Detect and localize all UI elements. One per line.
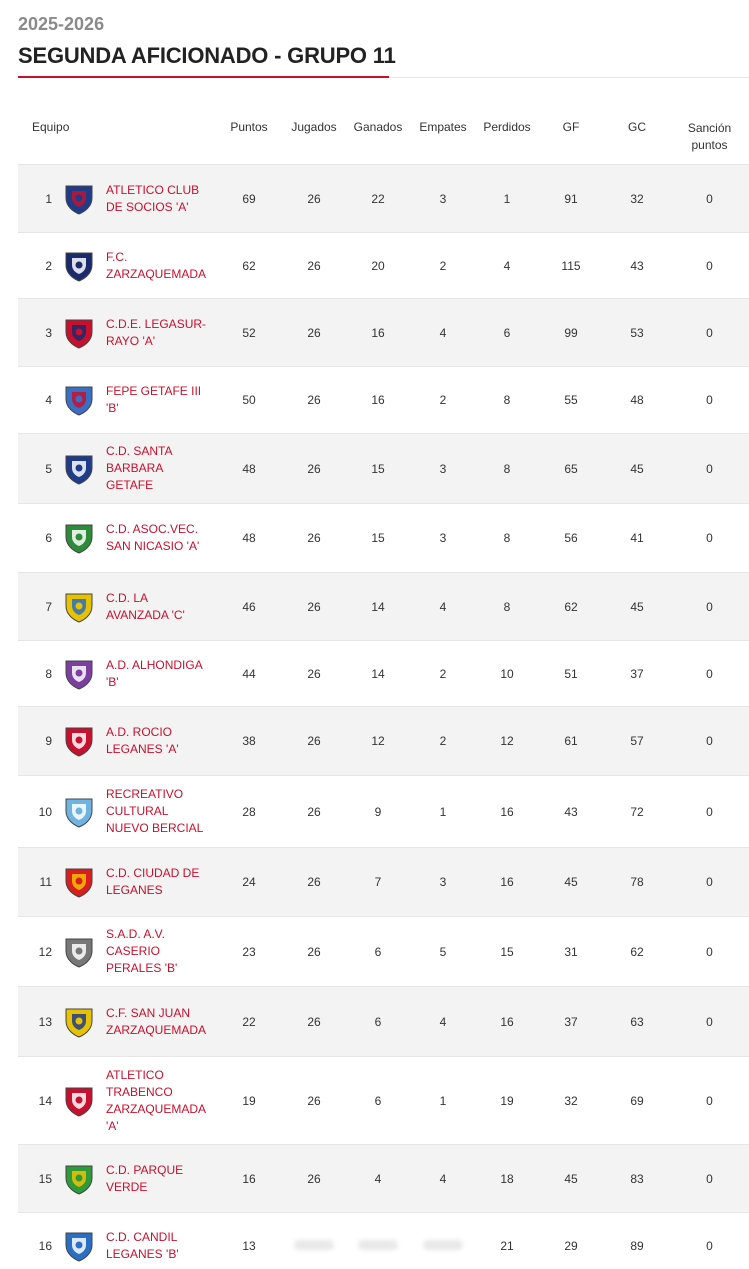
stat-drawn xyxy=(410,1213,476,1269)
stat-points: 44 xyxy=(216,641,282,707)
table-row[interactable] xyxy=(18,573,749,641)
col-header-team[interactable]: Equipo xyxy=(18,108,216,165)
shield-icon xyxy=(62,521,96,555)
position-number: 3 xyxy=(45,325,52,340)
team-name-link[interactable]: C.D.E. LEGASUR-RAYO 'A' xyxy=(106,316,207,348)
stat-lost: 12 xyxy=(476,707,538,776)
stat-drawn: 3 xyxy=(410,165,476,233)
stat-sanction: 0 xyxy=(670,1213,749,1269)
stat-gc: 83 xyxy=(604,1145,670,1213)
stat-gf: 55 xyxy=(538,367,604,434)
stat-won: 15 xyxy=(346,434,410,504)
table-row[interactable] xyxy=(18,776,749,848)
stat-played: 26 xyxy=(282,367,346,434)
page-title: SEGUNDA AFICIONADO - GRUPO 11 xyxy=(18,43,396,68)
standings-body xyxy=(18,165,749,1269)
position-number: 11 xyxy=(39,875,52,889)
stat-won: 6 xyxy=(346,1057,410,1145)
team-name-link[interactable]: C.D. SANTA BARBARA GETAFE xyxy=(106,444,172,492)
team-name-link[interactable]: A.D. ROCIO LEGANES 'A' xyxy=(106,725,179,756)
position-number: 9 xyxy=(45,734,52,748)
stat-drawn: 4 xyxy=(410,987,476,1057)
shield-icon xyxy=(62,452,96,486)
stat-won: 16 xyxy=(346,299,410,367)
stat-gf: 91 xyxy=(538,165,604,233)
stat-lost: 8 xyxy=(476,573,538,641)
team-name-link[interactable]: C.D. ASOC.VEC. SAN NICASIO 'A' xyxy=(106,522,200,553)
team-cell xyxy=(18,641,216,707)
team-name-link[interactable]: C.F. SAN JUAN ZARZAQUEMADA xyxy=(106,1005,207,1037)
team-info xyxy=(18,381,216,419)
shield-icon xyxy=(62,935,96,969)
team-cell xyxy=(18,707,216,776)
obscured-value xyxy=(294,1240,334,1250)
team-info xyxy=(18,1003,216,1041)
stat-drawn: 1 xyxy=(410,1057,476,1145)
stat-gf: 31 xyxy=(538,917,604,987)
position-number: 16 xyxy=(38,1238,52,1253)
table-row[interactable] xyxy=(18,367,749,434)
stat-gf: 29 xyxy=(538,1213,604,1269)
team-cell xyxy=(18,367,216,434)
shield-icon xyxy=(62,657,96,691)
team-name-link[interactable]: F.C. ZARZAQUEMADA xyxy=(106,249,207,281)
stat-lost: 15 xyxy=(476,917,538,987)
stat-played: 26 xyxy=(282,848,346,917)
team-cell xyxy=(18,233,216,299)
team-info xyxy=(18,786,216,837)
col-header-points[interactable]: Puntos xyxy=(216,108,282,165)
team-crest-icon[interactable] xyxy=(60,314,98,352)
stat-lost: 6 xyxy=(476,299,538,367)
stat-points: 16 xyxy=(216,1145,282,1213)
col-header-gf[interactable]: GF xyxy=(538,108,604,165)
team-cell xyxy=(18,776,216,848)
team-cell xyxy=(18,299,216,367)
stat-sanction: 0 xyxy=(670,917,749,987)
shield-icon xyxy=(62,865,96,899)
stat-gc: 37 xyxy=(604,641,670,707)
team-crest-icon[interactable] xyxy=(60,722,98,760)
stat-points: 24 xyxy=(216,848,282,917)
team-name-link[interactable]: RECREATIVO CULTURAL NUEVO BERCIAL xyxy=(106,787,204,835)
shield-icon xyxy=(62,383,96,417)
stat-gf: 56 xyxy=(538,504,604,573)
stat-sanction: 0 xyxy=(670,233,749,299)
stat-played: 26 xyxy=(282,573,346,641)
team-cell xyxy=(18,434,216,504)
team-cell xyxy=(18,165,216,233)
shield-icon xyxy=(62,1162,96,1196)
stat-drawn: 2 xyxy=(410,641,476,707)
table-row[interactable] xyxy=(18,434,749,504)
table-row[interactable] xyxy=(18,848,749,917)
position-number: 8 xyxy=(45,666,52,681)
team-cell xyxy=(18,917,216,987)
stat-played: 26 xyxy=(282,776,346,848)
stat-played: 26 xyxy=(282,165,346,233)
stat-gc: 89 xyxy=(604,1213,670,1269)
stat-lost: 19 xyxy=(476,1057,538,1145)
team-info xyxy=(18,1160,216,1198)
stat-points: 48 xyxy=(216,504,282,573)
stat-played: 26 xyxy=(282,504,346,573)
col-header-sanction[interactable]: Sanción puntos xyxy=(670,108,749,165)
team-name-link[interactable]: C.D. PARQUE VERDE xyxy=(106,1162,184,1194)
stat-points: 23 xyxy=(216,917,282,987)
stat-lost: 16 xyxy=(476,848,538,917)
stat-points: 28 xyxy=(216,776,282,848)
stat-gf: 51 xyxy=(538,641,604,707)
stat-lost: 18 xyxy=(476,1145,538,1213)
stat-won: 14 xyxy=(346,641,410,707)
position-number: 13 xyxy=(38,1014,52,1029)
stat-drawn: 5 xyxy=(410,917,476,987)
team-cell xyxy=(18,573,216,641)
stat-sanction: 0 xyxy=(670,367,749,434)
team-name-link[interactable]: ATLETICO TRABENCO ZARZAQUEMADA 'A' xyxy=(106,1067,206,1133)
team-name-link[interactable]: A.D. ALHONDIGA 'B' xyxy=(106,657,203,689)
shield-icon xyxy=(62,249,96,283)
position-number: 1 xyxy=(45,191,52,206)
table-row[interactable] xyxy=(18,641,749,707)
stat-points: 50 xyxy=(216,367,282,434)
team-crest-icon[interactable] xyxy=(60,588,98,626)
team-cell xyxy=(18,504,216,573)
team-crest-icon[interactable] xyxy=(60,1082,98,1120)
stat-lost: 1 xyxy=(476,165,538,233)
position-number: 7 xyxy=(45,599,52,614)
stat-sanction: 0 xyxy=(670,573,749,641)
stat-won: 12 xyxy=(346,707,410,776)
stat-points: 62 xyxy=(216,233,282,299)
stat-drawn: 2 xyxy=(410,367,476,434)
table-row[interactable] xyxy=(18,987,749,1057)
stat-gc: 63 xyxy=(604,987,670,1057)
team-info xyxy=(18,655,216,693)
stat-won: 6 xyxy=(346,917,410,987)
stat-lost: 21 xyxy=(476,1213,538,1269)
position-number: 10 xyxy=(38,804,52,819)
shield-icon xyxy=(62,1229,96,1263)
team-cell xyxy=(18,1145,216,1213)
table-row[interactable] xyxy=(18,917,749,987)
col-header-drawn[interactable]: Empates xyxy=(410,108,476,165)
position-number: 4 xyxy=(45,393,52,407)
team-info xyxy=(18,314,216,352)
stat-points: 69 xyxy=(216,165,282,233)
table-header-row xyxy=(18,108,749,165)
stat-played: 26 xyxy=(282,1057,346,1145)
team-crest-icon[interactable] xyxy=(60,1227,98,1265)
stat-played: 26 xyxy=(282,434,346,504)
shield-icon xyxy=(62,1005,96,1039)
team-cell xyxy=(18,848,216,917)
stat-gc: 43 xyxy=(604,233,670,299)
stat-drawn: 3 xyxy=(410,504,476,573)
stat-sanction: 0 xyxy=(670,707,749,776)
table-row[interactable] xyxy=(18,707,749,776)
team-info xyxy=(18,588,216,626)
position-number: 14 xyxy=(38,1093,52,1108)
team-crest-icon[interactable] xyxy=(60,933,98,971)
table-row[interactable] xyxy=(18,1145,749,1213)
team-crest-icon[interactable] xyxy=(60,519,98,557)
shield-icon xyxy=(62,316,96,350)
team-crest-icon[interactable] xyxy=(60,450,98,488)
shield-icon xyxy=(62,182,96,216)
stat-lost: 8 xyxy=(476,367,538,434)
stat-drawn: 3 xyxy=(410,848,476,917)
stat-gc: 53 xyxy=(604,299,670,367)
stat-gc: 57 xyxy=(604,707,670,776)
team-info xyxy=(18,519,216,557)
stat-lost: 8 xyxy=(476,434,538,504)
stat-won: 16 xyxy=(346,367,410,434)
team-crest-icon[interactable] xyxy=(60,655,98,693)
team-cell xyxy=(18,1057,216,1145)
position-number: 12 xyxy=(38,944,52,959)
stat-drawn: 4 xyxy=(410,1145,476,1213)
stat-gf: 45 xyxy=(538,1145,604,1213)
stat-played: 26 xyxy=(282,707,346,776)
stat-gf: 115 xyxy=(538,233,604,299)
stat-sanction: 0 xyxy=(670,776,749,848)
title-underline xyxy=(18,76,389,78)
stat-sanction: 0 xyxy=(670,641,749,707)
stat-points: 19 xyxy=(216,1057,282,1145)
stat-played: 26 xyxy=(282,917,346,987)
stat-gc: 45 xyxy=(604,434,670,504)
stat-gf: 32 xyxy=(538,1057,604,1145)
stat-gc: 62 xyxy=(604,917,670,987)
stat-gf: 99 xyxy=(538,299,604,367)
table-row[interactable] xyxy=(18,1213,749,1269)
table-row[interactable] xyxy=(18,504,749,573)
stat-gf: 45 xyxy=(538,848,604,917)
team-crest-icon[interactable] xyxy=(60,1003,98,1041)
stat-drawn: 4 xyxy=(410,299,476,367)
shield-icon xyxy=(62,795,96,829)
team-info xyxy=(18,863,216,901)
stat-played: 26 xyxy=(282,299,346,367)
stat-gf: 65 xyxy=(538,434,604,504)
table-row[interactable] xyxy=(18,165,749,233)
stat-won: 7 xyxy=(346,848,410,917)
stat-gf: 43 xyxy=(538,776,604,848)
stat-sanction: 0 xyxy=(670,848,749,917)
shield-icon xyxy=(62,590,96,624)
stat-drawn: 4 xyxy=(410,573,476,641)
stat-won: 14 xyxy=(346,573,410,641)
stat-sanction: 0 xyxy=(670,1057,749,1145)
stat-won: 15 xyxy=(346,504,410,573)
stat-lost: 16 xyxy=(476,776,538,848)
team-name-link[interactable]: C.D. CANDIL LEGANES 'B' xyxy=(106,1229,179,1261)
standings-table xyxy=(18,108,749,1269)
team-info xyxy=(18,1067,216,1135)
shield-icon xyxy=(62,1084,96,1118)
stat-sanction: 0 xyxy=(670,165,749,233)
team-info xyxy=(18,443,216,494)
stat-points: 13 xyxy=(216,1213,282,1269)
stat-played: 26 xyxy=(282,641,346,707)
team-crest-icon[interactable] xyxy=(60,247,98,285)
shield-icon xyxy=(62,724,96,758)
stat-points: 22 xyxy=(216,987,282,1057)
stat-won: 22 xyxy=(346,165,410,233)
stat-sanction: 0 xyxy=(670,434,749,504)
title-divider xyxy=(389,77,749,78)
stat-gf: 37 xyxy=(538,987,604,1057)
col-header-won[interactable]: Ganados xyxy=(346,108,410,165)
stat-won: 20 xyxy=(346,233,410,299)
stat-lost: 16 xyxy=(476,987,538,1057)
position-number: 5 xyxy=(45,461,52,476)
stat-drawn: 2 xyxy=(410,233,476,299)
stat-gc: 78 xyxy=(604,848,670,917)
team-cell xyxy=(18,1213,216,1269)
team-crest-icon[interactable] xyxy=(60,180,98,218)
season-label: 2025-2026 xyxy=(18,14,105,34)
team-name-link[interactable]: C.D. LA AVANZADA 'C' xyxy=(106,590,185,622)
stat-won: 9 xyxy=(346,776,410,848)
stat-gc: 72 xyxy=(604,776,670,848)
team-crest-icon[interactable] xyxy=(60,793,98,831)
col-header-played[interactable]: Jugados xyxy=(282,108,346,165)
team-name-link[interactable]: FEPE GETAFE III 'B' xyxy=(106,384,202,415)
stat-won: 6 xyxy=(346,987,410,1057)
stat-drawn: 3 xyxy=(410,434,476,504)
obscured-value xyxy=(423,1240,463,1250)
stat-gc: 41 xyxy=(604,504,670,573)
stat-lost: 10 xyxy=(476,641,538,707)
stat-played xyxy=(282,1213,346,1269)
stat-won: 4 xyxy=(346,1145,410,1213)
table-row[interactable] xyxy=(18,1057,749,1145)
position-number: 15 xyxy=(38,1171,52,1186)
stat-played: 26 xyxy=(282,233,346,299)
obscured-value xyxy=(358,1240,398,1250)
table-row[interactable] xyxy=(18,299,749,367)
stat-lost: 8 xyxy=(476,504,538,573)
stat-sanction: 0 xyxy=(670,504,749,573)
stat-gc: 45 xyxy=(604,573,670,641)
team-crest-icon[interactable] xyxy=(60,1160,98,1198)
team-info xyxy=(18,722,216,760)
stat-played: 26 xyxy=(282,1145,346,1213)
stat-points: 46 xyxy=(216,573,282,641)
stat-lost: 4 xyxy=(476,233,538,299)
stat-points: 38 xyxy=(216,707,282,776)
stat-won xyxy=(346,1213,410,1269)
stat-gc: 32 xyxy=(604,165,670,233)
stat-points: 52 xyxy=(216,299,282,367)
stat-gf: 61 xyxy=(538,707,604,776)
position-number: 6 xyxy=(45,531,52,545)
position-number: 2 xyxy=(45,258,52,273)
team-info xyxy=(18,180,216,218)
team-crest-icon[interactable] xyxy=(60,863,98,901)
col-header-gc[interactable]: GC xyxy=(604,108,670,165)
stat-sanction: 0 xyxy=(670,1145,749,1213)
stat-sanction: 0 xyxy=(670,987,749,1057)
stat-gf: 62 xyxy=(538,573,604,641)
stat-points: 48 xyxy=(216,434,282,504)
team-name-link[interactable]: S.A.D. A.V. CASERIO PERALES 'B' xyxy=(106,927,178,975)
stat-sanction: 0 xyxy=(670,299,749,367)
stat-played: 26 xyxy=(282,987,346,1057)
table-row[interactable] xyxy=(18,233,749,299)
stat-gc: 48 xyxy=(604,367,670,434)
team-info xyxy=(18,926,216,977)
team-cell xyxy=(18,987,216,1057)
stat-gc: 69 xyxy=(604,1057,670,1145)
team-name-link[interactable]: C.D. CIUDAD DE LEGANES xyxy=(106,866,200,897)
team-info xyxy=(18,247,216,285)
team-crest-icon[interactable] xyxy=(60,381,98,419)
col-header-lost[interactable]: Perdidos xyxy=(476,108,538,165)
team-info xyxy=(18,1227,216,1265)
stat-drawn: 1 xyxy=(410,776,476,848)
stat-drawn: 2 xyxy=(410,707,476,776)
team-name-link[interactable]: ATLETICO CLUB DE SOCIOS 'A' xyxy=(106,182,200,214)
